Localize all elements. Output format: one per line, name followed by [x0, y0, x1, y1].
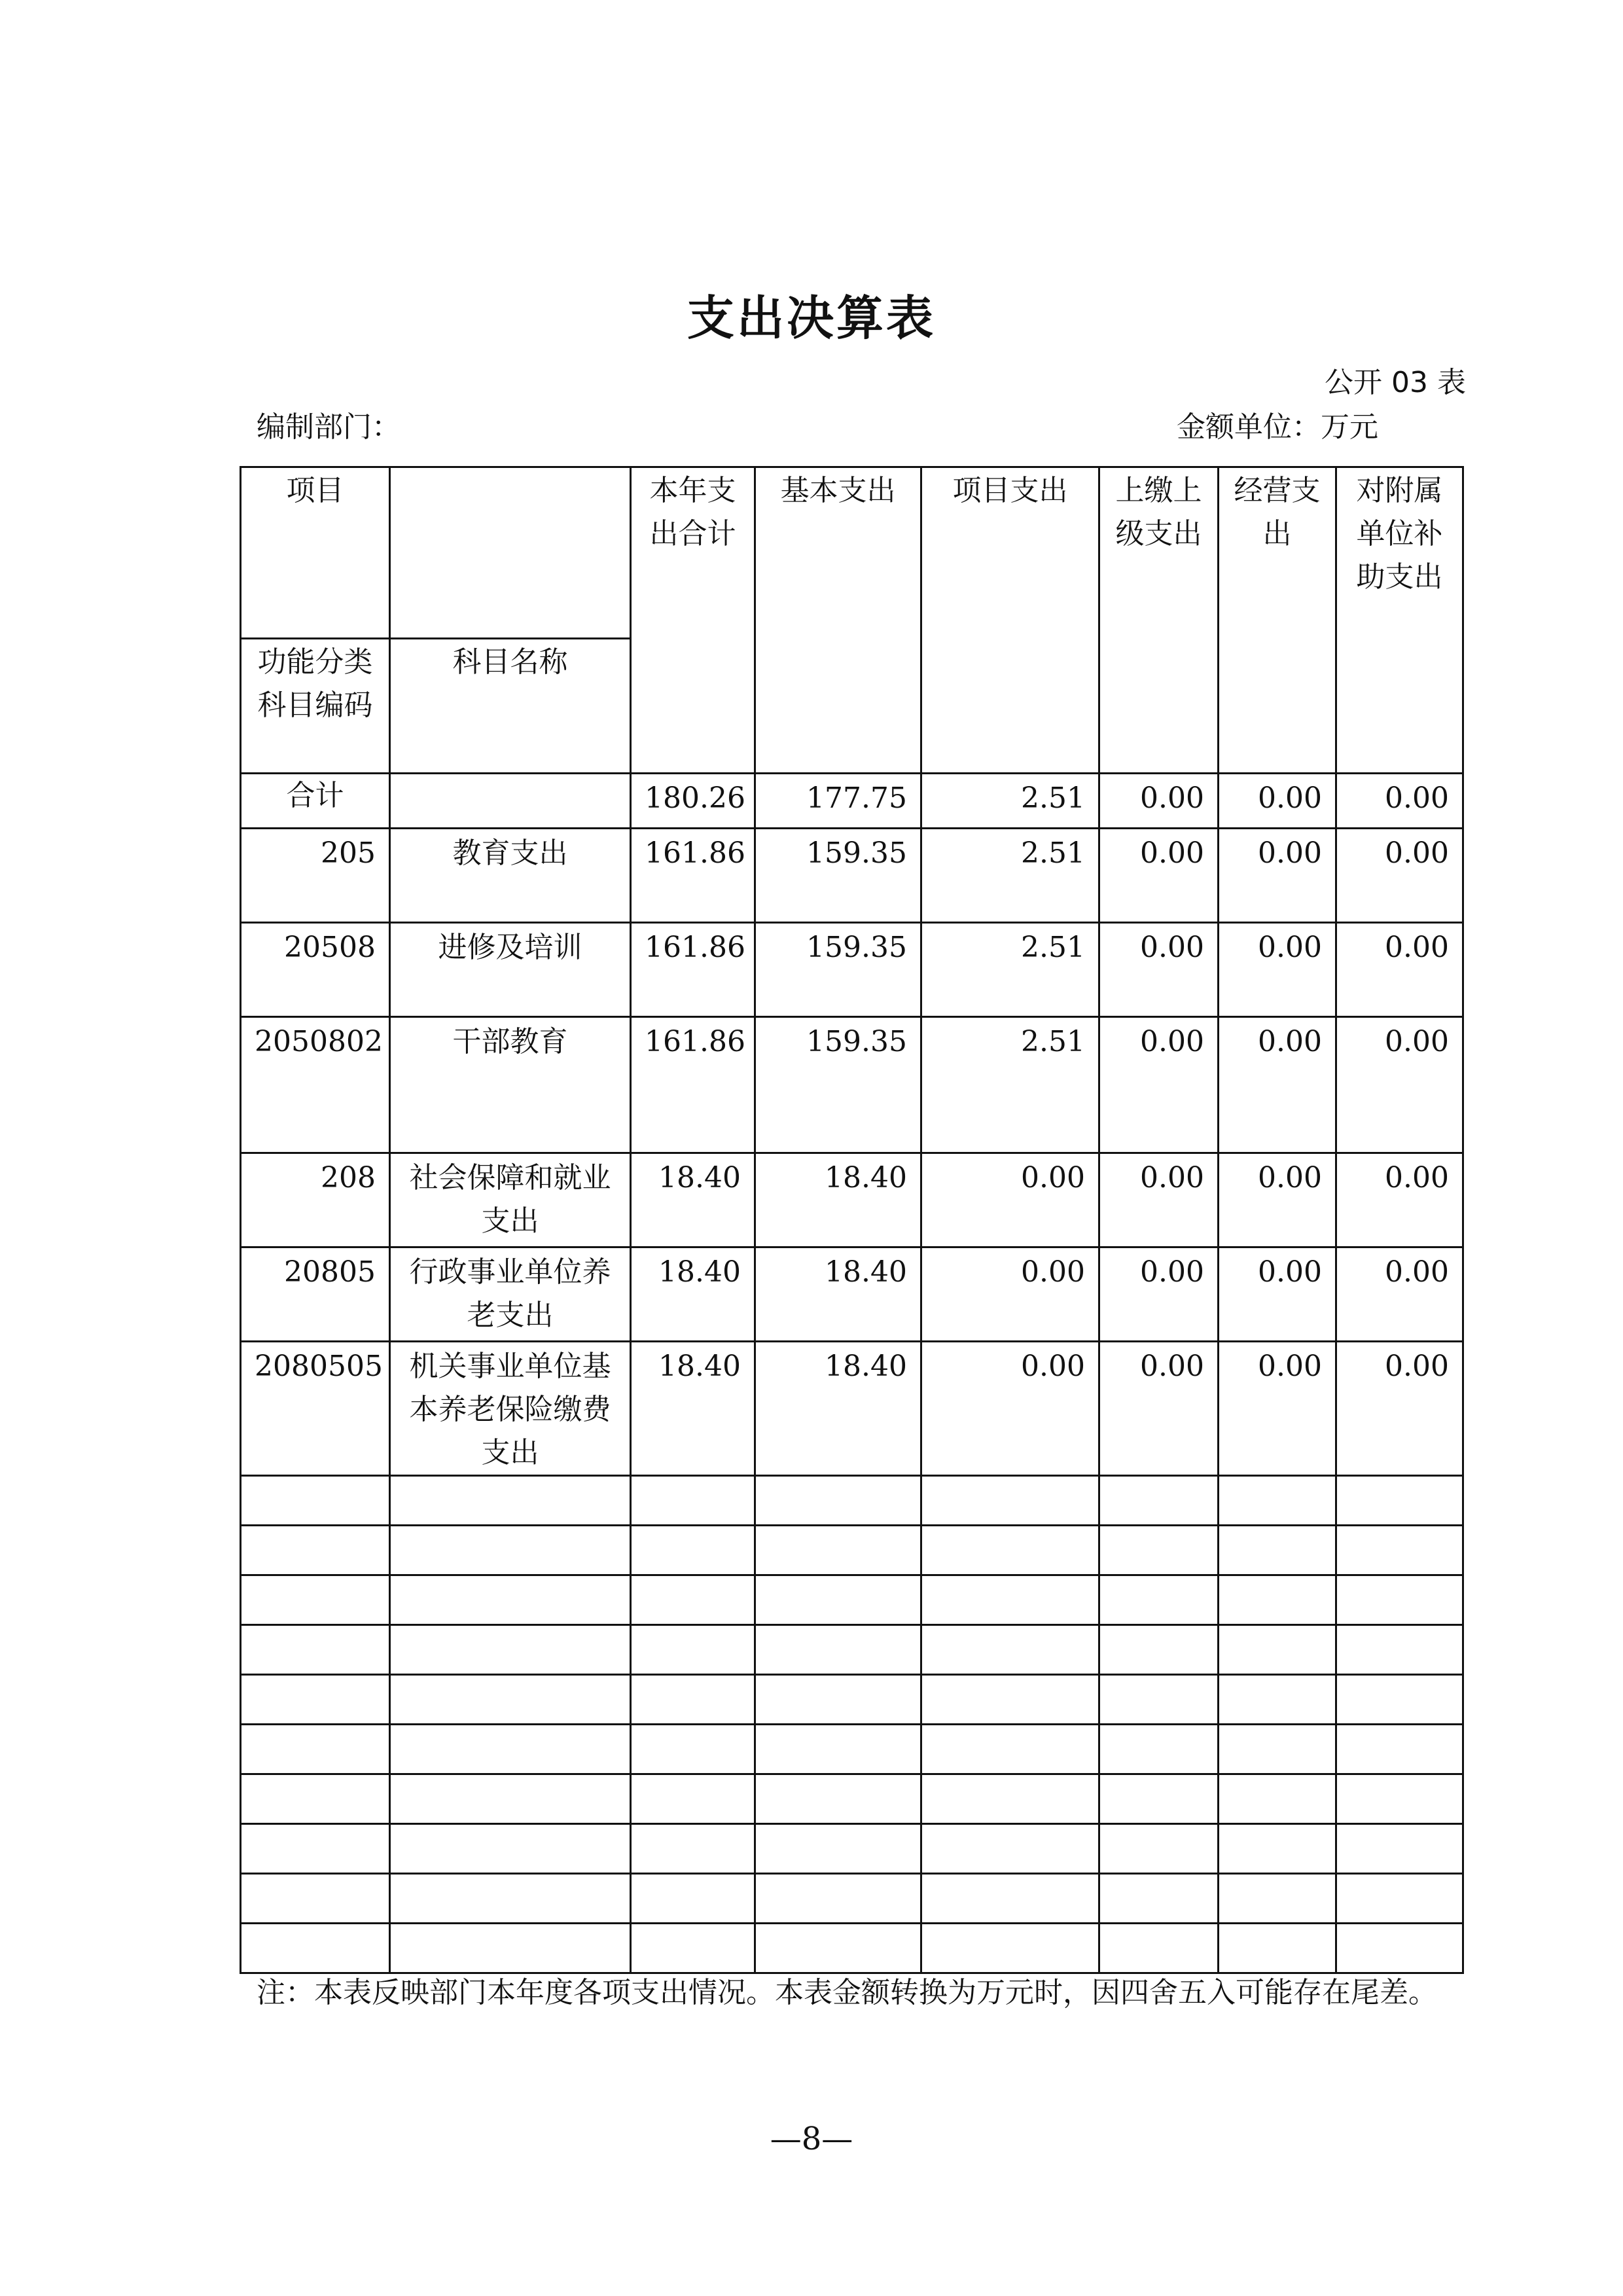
row-total: 161.86: [631, 923, 755, 1017]
row-basic: 159.35: [755, 829, 921, 923]
header-blank: [390, 467, 631, 639]
page-number: —8—: [770, 2121, 853, 2157]
row-project: 2.51: [921, 1017, 1099, 1153]
row-upper: 0.00: [1099, 1342, 1219, 1476]
empty-row: [241, 1725, 1463, 1774]
table-row: [241, 1017, 1463, 1153]
header-row-1: [241, 467, 1463, 639]
row-project: 2.51: [921, 829, 1099, 923]
row-upper: 0.00: [1099, 1153, 1219, 1247]
footnote: 注：本表反映部门本年度各项支出情况。本表金额转换为万元时，因四舍五入可能存在尾差。: [257, 1976, 1437, 2009]
row-name: 行政事业单位养老支出: [390, 1247, 631, 1342]
row-basic: 159.35: [755, 923, 921, 1017]
empty-row: [241, 1476, 1463, 1526]
empty-row: [241, 1924, 1463, 1973]
row-subsidiary: 0.00: [1336, 923, 1463, 1017]
total-business-cell: 0.00: [1219, 774, 1336, 829]
empty-row: [241, 1675, 1463, 1725]
row-code: 2050802: [241, 1017, 390, 1153]
empty-row: [241, 1625, 1463, 1675]
header-total: 本年支出合计: [631, 467, 755, 774]
header-func-code: 功能分类科目编码: [241, 639, 390, 774]
row-name: 教育支出: [390, 829, 631, 923]
total-subsidiary-cell: 0.00: [1336, 774, 1463, 829]
department-label: 编制部门：: [257, 410, 401, 444]
header-business: 经营支出: [1219, 467, 1336, 774]
row-name: 机关事业单位基本养老保险缴费支出: [390, 1342, 631, 1476]
row-upper: 0.00: [1099, 1017, 1219, 1153]
row-business: 0.00: [1219, 1342, 1336, 1476]
row-project: 2.51: [921, 923, 1099, 1017]
table-row: [241, 1153, 1463, 1247]
header-upper: 上缴上级支出: [1099, 467, 1219, 774]
total-project-cell: 2.51: [921, 774, 1099, 829]
total-upper-cell: 0.00: [1099, 774, 1219, 829]
row-code: 20805: [241, 1247, 390, 1342]
row-code: 208: [241, 1153, 390, 1247]
row-basic: 18.40: [755, 1342, 921, 1476]
row-total: 18.40: [631, 1247, 755, 1342]
row-project: 0.00: [921, 1153, 1099, 1247]
empty-row: [241, 1824, 1463, 1874]
header-basic: 基本支出: [755, 467, 921, 774]
expenditure-table: [240, 466, 1464, 1974]
row-name: 进修及培训: [390, 923, 631, 1017]
row-basic: 18.40: [755, 1247, 921, 1342]
row-business: 0.00: [1219, 1153, 1336, 1247]
header-subsidiary: 对附属单位补助支出: [1336, 467, 1463, 774]
header-item: 项目: [241, 467, 390, 639]
total-basic-cell: 177.75: [755, 774, 921, 829]
table-row: [241, 1342, 1463, 1476]
row-business: 0.00: [1219, 829, 1336, 923]
empty-row: [241, 1874, 1463, 1924]
row-upper: 0.00: [1099, 923, 1219, 1017]
row-business: 0.00: [1219, 923, 1336, 1017]
table-row: [241, 923, 1463, 1017]
row-subsidiary: 0.00: [1336, 1153, 1463, 1247]
row-subsidiary: 0.00: [1336, 1247, 1463, 1342]
total-cell: 180.26: [631, 774, 755, 829]
total-label: 合计: [241, 774, 390, 829]
row-project: 0.00: [921, 1342, 1099, 1476]
row-upper: 0.00: [1099, 829, 1219, 923]
row-upper: 0.00: [1099, 1247, 1219, 1342]
row-project: 0.00: [921, 1247, 1099, 1342]
row-code: 205: [241, 829, 390, 923]
row-code: 2080505: [241, 1342, 390, 1476]
header-project: 项目支出: [921, 467, 1099, 774]
row-code: 20508: [241, 923, 390, 1017]
row-total: 18.40: [631, 1342, 755, 1476]
table-row: [241, 1247, 1463, 1342]
total-row: [241, 774, 1463, 829]
row-name: 干部教育: [390, 1017, 631, 1153]
row-basic: 159.35: [755, 1017, 921, 1153]
unit-label: 金额单位：万元: [1177, 410, 1378, 444]
row-total: 161.86: [631, 829, 755, 923]
row-total: 161.86: [631, 1017, 755, 1153]
header-subject-name: 科目名称: [390, 639, 631, 774]
empty-row: [241, 1774, 1463, 1824]
table-code: 公开 03 表: [1325, 366, 1466, 399]
page-title: 支出决算表: [687, 291, 936, 346]
row-name: 社会保障和就业支出: [390, 1153, 631, 1247]
total-name-cell: [390, 774, 631, 829]
row-business: 0.00: [1219, 1247, 1336, 1342]
row-total: 18.40: [631, 1153, 755, 1247]
row-subsidiary: 0.00: [1336, 1342, 1463, 1476]
empty-row: [241, 1526, 1463, 1575]
table-row: [241, 829, 1463, 923]
row-subsidiary: 0.00: [1336, 1017, 1463, 1153]
row-subsidiary: 0.00: [1336, 829, 1463, 923]
row-basic: 18.40: [755, 1153, 921, 1247]
row-business: 0.00: [1219, 1017, 1336, 1153]
empty-row: [241, 1575, 1463, 1625]
